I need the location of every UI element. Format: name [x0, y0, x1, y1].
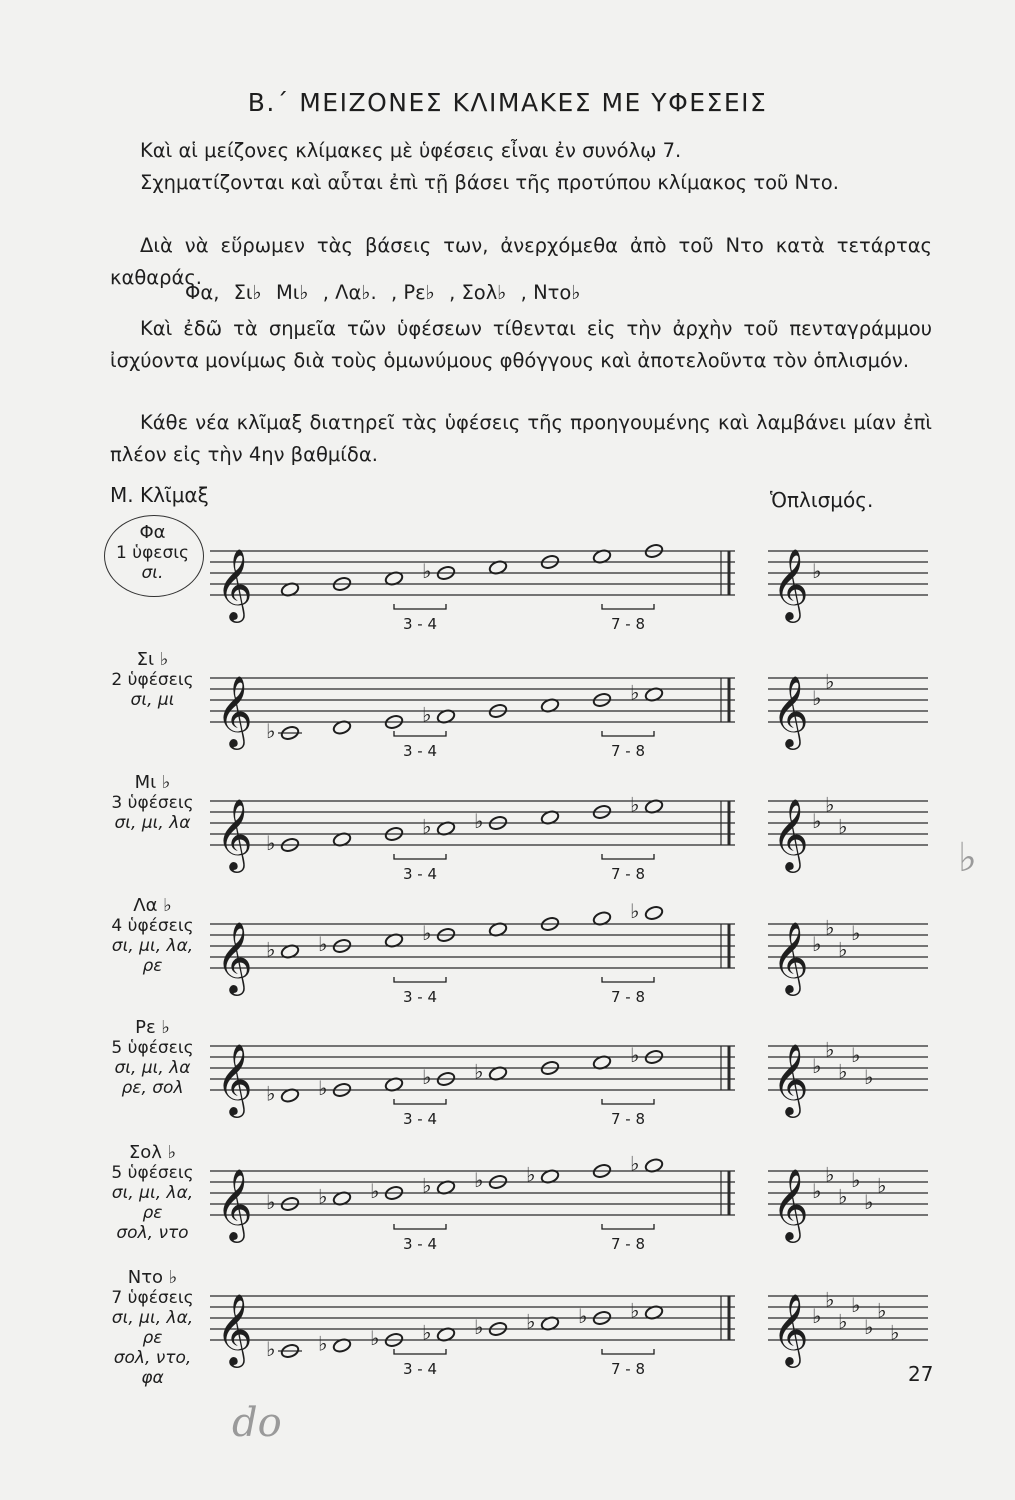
semitone-label: 7 - 8 [610, 988, 646, 1006]
paragraph-4: Καὶ ἐδῶ τὰ σημεῖα τῶν ὑφέσεων τίθενται εἰς τὴν ἀρχὴν τοῦ πενταγράμμου ἰσχύοντα μονίμως διὰ τοὺς ὁμωνύμους φθόγγους καὶ ἀποτελοῦντα τὸν ὁπλισμόν. [110, 317, 932, 372]
flat-icon: ♭ [851, 1043, 861, 1067]
treble-clef-icon: 𝄞 [216, 1292, 253, 1365]
flat-icon: ♭ [877, 1298, 887, 1323]
page-number: 27 [908, 1362, 934, 1386]
key-signature-staff [768, 1162, 928, 1265]
flat-icon: ♭ [266, 719, 276, 743]
flat-icon: ♭ [630, 1043, 640, 1067]
flat-icon: ♭ [474, 1059, 484, 1084]
semitone-label: 3 - 4 [402, 615, 438, 633]
semitone-label: 7 - 8 [610, 742, 646, 760]
flat-icon: ♭ [825, 1162, 835, 1187]
scale-staff [210, 1151, 735, 1265]
treble-clef-icon: 𝄞 [216, 1167, 253, 1240]
paragraph-1: Καὶ αἱ μείζονες κλίμακες μὲ ὑφέσεις εἶναι ἐν συνόλῳ 7. [140, 139, 682, 162]
pencil-mark: ♭ [958, 835, 977, 881]
flat-icon: ♭ [851, 1168, 861, 1192]
flat-icon: ♭ [630, 1151, 640, 1176]
flat-icon: ♭ [370, 1326, 380, 1350]
semitone-bracket [394, 854, 446, 859]
flat-icon: ♭ [812, 1304, 822, 1328]
flat-icon: ♭ [370, 1179, 380, 1203]
flat-icon: ♭ [838, 1184, 848, 1209]
semitone-label: 7 - 8 [610, 1110, 646, 1128]
semitone-bracket [394, 1099, 446, 1104]
flat-icon: ♭ [318, 1331, 328, 1356]
flat-count: 1 ὑφεσις [116, 543, 189, 563]
scale-label [100, 1143, 205, 1243]
flat-count: 3 ὑφέσεις [111, 793, 194, 813]
scale-tonic: Λα ♭ [133, 895, 172, 916]
scale-staff [210, 792, 735, 895]
semitone-label: 7 - 8 [610, 1235, 646, 1253]
flat-icon: ♭ [422, 1065, 432, 1089]
flat-icon: ♭ [864, 1315, 874, 1339]
flat-icon: ♭ [266, 831, 276, 855]
semitone-bracket [394, 731, 446, 736]
flat-count: 7 ὑφέσεις [111, 1288, 194, 1308]
note-list-item: , Ρε♭ [390, 281, 435, 304]
flat-icon: ♭ [526, 1309, 536, 1334]
semitone-label: 3 - 4 [402, 1360, 438, 1378]
note-list-item: , Σολ♭ [449, 281, 507, 304]
flat-icon: ♭ [825, 669, 835, 694]
semitone-bracket [394, 1224, 446, 1229]
key-signature-staff [768, 669, 928, 772]
flat-icon: ♭ [474, 809, 484, 833]
semitone-bracket [602, 854, 654, 859]
flat-icon: ♭ [318, 1076, 328, 1100]
flat-icon: ♭ [630, 899, 640, 923]
flat-icon: ♭ [890, 1320, 900, 1345]
flat-icon: ♭ [812, 1054, 822, 1078]
semitone-label: 7 - 8 [610, 865, 646, 883]
treble-clef-icon: 𝄞 [772, 1167, 809, 1240]
flat-icon: ♭ [838, 814, 848, 839]
semitone-label: 3 - 4 [402, 742, 438, 760]
flat-icon: ♭ [630, 792, 640, 817]
flat-names: σολ, ντο, φα [113, 1348, 192, 1388]
flat-icon: ♭ [825, 915, 835, 940]
treble-clef-icon: 𝄞 [216, 1042, 253, 1115]
flat-icon: ♭ [318, 1184, 328, 1209]
flat-icon: ♭ [838, 937, 848, 962]
semitone-label: 3 - 4 [402, 1235, 438, 1253]
flat-icon: ♭ [864, 1190, 874, 1214]
flat-icon: ♭ [422, 921, 432, 945]
scale-tonic: Σι ♭ [136, 649, 169, 670]
flat-icon: ♭ [266, 937, 276, 962]
scale-label [100, 523, 205, 583]
flat-names: σολ, ντο [116, 1223, 189, 1243]
flat-icon: ♭ [422, 1320, 432, 1345]
scale-staff [210, 672, 735, 772]
key-signature-staff [768, 792, 928, 895]
flat-icon: ♭ [838, 1059, 848, 1084]
flat-icon: ♭ [422, 814, 432, 839]
flat-icon: ♭ [474, 1315, 484, 1339]
flat-icon: ♭ [812, 809, 822, 833]
flat-names: σι, μι, λα, ρε [111, 936, 194, 976]
flat-icon: ♭ [474, 1168, 484, 1192]
key-signature-staff [768, 915, 928, 1018]
flat-icon: ♭ [838, 1309, 848, 1334]
page-title: Β.΄ ΜΕΙΖΟΝΕΣ ΚΛΙΜΑΚΕΣ ΜΕ ΥΦΕΣΕΙΣ [247, 88, 768, 117]
flat-icon: ♭ [812, 686, 822, 710]
paragraph-2: Σχηματίζονται καὶ αὗται ἐπὶ τῇ βάσει τῆς προτύπου κλίμακος τοῦ Ντο. [140, 171, 839, 194]
note-list-item: , Λα♭. [322, 281, 377, 304]
key-signature-staff [768, 545, 928, 645]
semitone-bracket [602, 1099, 654, 1104]
semitone-label: 7 - 8 [610, 1360, 646, 1378]
note-list-item: Φα, [185, 281, 220, 304]
semitone-bracket [602, 977, 654, 982]
scale-staff [210, 545, 735, 645]
flat-icon: ♭ [578, 1304, 588, 1328]
flat-icon: ♭ [422, 1173, 432, 1198]
scale-staff [210, 899, 735, 1018]
treble-clef-icon: 𝄞 [216, 920, 253, 993]
flat-names: σι, μι, λα [114, 1058, 191, 1078]
scale-tonic: Μι ♭ [134, 772, 171, 793]
semitone-bracket [394, 604, 446, 609]
note-list-item: Μι♭ [275, 281, 309, 304]
flat-count: 5 ὑφέσεις [111, 1038, 194, 1058]
flat-count: 5 ὑφέσεις [111, 1163, 194, 1183]
flat-icon: ♭ [526, 1162, 536, 1187]
treble-clef-icon: 𝄞 [216, 674, 253, 747]
semitone-bracket [394, 1349, 446, 1354]
semitone-label: 7 - 8 [610, 615, 646, 633]
treble-clef-icon: 𝄞 [216, 797, 253, 870]
scale-tonic: Ντο ♭ [127, 1267, 178, 1288]
flat-icon: ♭ [825, 1287, 835, 1312]
scale-column-header: Μ. Κλῖμαξ [110, 483, 209, 507]
flat-names: σι, μι, λα, ρε [111, 1183, 194, 1223]
flat-icon: ♭ [630, 1298, 640, 1323]
semitone-bracket [602, 731, 654, 736]
semitone-bracket [602, 604, 654, 609]
flat-icon: ♭ [825, 1037, 835, 1062]
flat-count: 2 ὑφέσεις [111, 670, 194, 690]
paragraph-3: Διὰ νὰ εὕρωμεν τὰς βάσεις των, ἀνερχόμεθα ἀπὸ τοῦ Ντο κατὰ τετάρτας καθαράς. [110, 234, 932, 289]
flat-names: σι, μι, λα [114, 813, 191, 833]
semitone-bracket [602, 1224, 654, 1229]
scale-staff [210, 1040, 735, 1140]
flat-icon: ♭ [318, 932, 328, 956]
semitone-label: 3 - 4 [402, 988, 438, 1006]
flat-icon: ♭ [812, 1179, 822, 1203]
key-signature-staff [768, 1037, 928, 1140]
note-list-item: Σι♭ [233, 281, 262, 304]
treble-clef-icon: 𝄞 [216, 547, 253, 620]
flat-icon: ♭ [877, 1173, 887, 1198]
treble-clef-icon: 𝄞 [772, 797, 809, 870]
treble-clef-icon: 𝄞 [772, 1292, 809, 1365]
whole-note [644, 905, 664, 921]
semitone-bracket [394, 977, 446, 982]
scale-label [100, 1018, 205, 1098]
scale-tonic: Ρε ♭ [135, 1017, 170, 1038]
flat-icon: ♭ [812, 559, 822, 583]
flat-icon: ♭ [422, 559, 432, 583]
flat-icon: ♭ [812, 932, 822, 956]
flat-names: σι, μι [130, 690, 175, 710]
treble-clef-icon: 𝄞 [772, 920, 809, 993]
flat-count: 4 ὑφέσεις [111, 916, 194, 936]
semitone-label: 3 - 4 [402, 1110, 438, 1128]
scale-tonic: Σολ ♭ [128, 1142, 177, 1163]
flat-names: σι. [141, 563, 164, 583]
scale-label [100, 896, 205, 976]
scale-tonic: Φα [139, 522, 166, 543]
key-signature-column-header: Ὁπλισμός. [770, 488, 874, 512]
flat-icon: ♭ [851, 1293, 861, 1317]
treble-clef-icon: 𝄞 [772, 547, 809, 620]
flat-names: ρε, σολ [121, 1078, 184, 1098]
treble-clef-icon: 𝄞 [772, 674, 809, 747]
flat-icon: ♭ [266, 1081, 276, 1106]
treble-clef-icon: 𝄞 [772, 1042, 809, 1115]
flat-icon: ♭ [266, 1337, 276, 1361]
key-signature-staff [768, 1287, 928, 1390]
flat-names: σι, μι, λα, ρε [111, 1308, 194, 1348]
scale-staff [210, 1290, 735, 1390]
semitone-bracket [602, 1349, 654, 1354]
pencil-mark: do [232, 1400, 282, 1446]
flat-icon: ♭ [851, 921, 861, 945]
scale-label [100, 773, 205, 833]
flat-icon: ♭ [422, 702, 432, 727]
note-list [185, 281, 589, 304]
flat-icon: ♭ [630, 680, 640, 705]
flat-icon: ♭ [266, 1190, 276, 1214]
scale-label [100, 1268, 205, 1388]
flat-icon: ♭ [864, 1065, 874, 1089]
note-list-item: , Ντο♭ [520, 281, 581, 304]
scale-label [100, 650, 205, 710]
paragraph-5: Κάθε νέα κλῖμαξ διατηρεῖ τὰς ὑφέσεις τῆς προηγουμένης καὶ λαμβάνει μίαν ἐπὶ πλέον εἰς τὴν 4ην βαθμίδα. [110, 411, 932, 466]
semitone-label: 3 - 4 [402, 865, 438, 883]
flat-icon: ♭ [825, 792, 835, 817]
